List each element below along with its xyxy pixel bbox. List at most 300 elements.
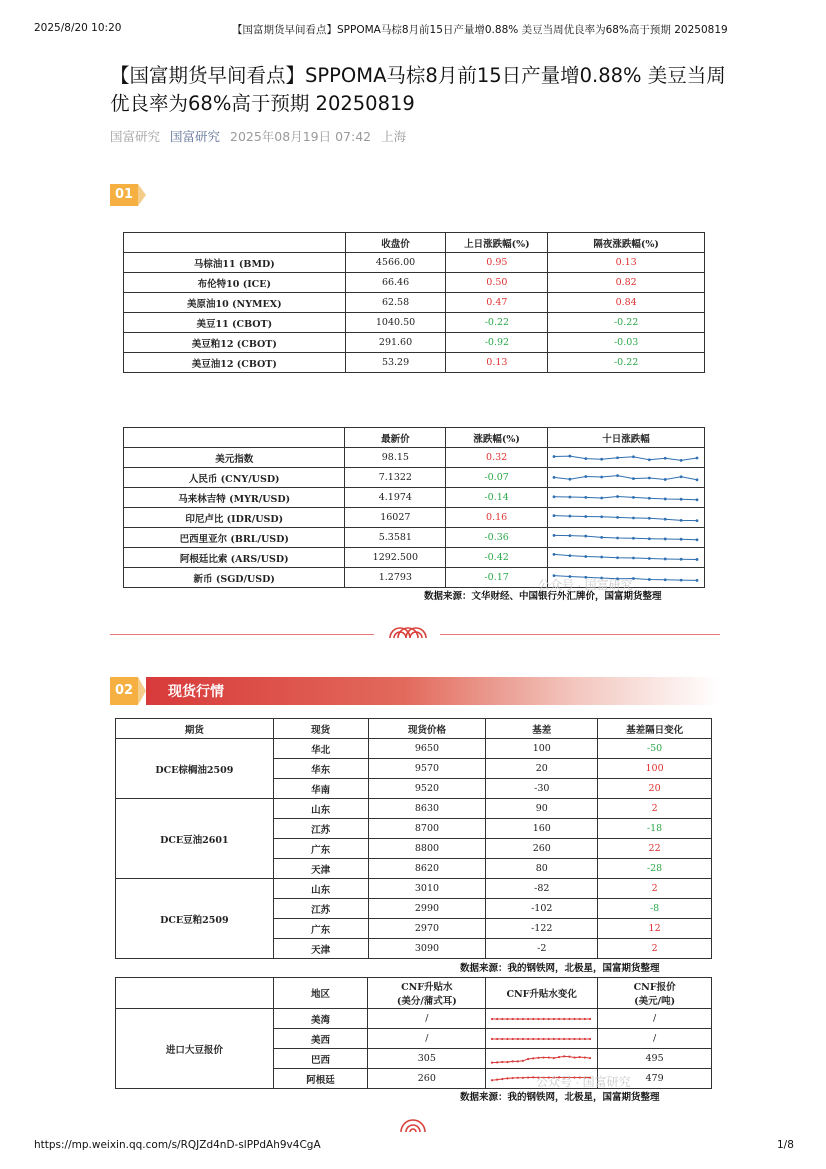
article-author: 国富研究 (110, 129, 161, 144)
cnf-quote: 479 (598, 1069, 712, 1089)
basis-change: 2 (598, 799, 712, 819)
table-row (124, 468, 705, 488)
sparkline-point (680, 557, 683, 560)
ten-day-trend (547, 548, 704, 568)
sparkline-point (648, 496, 651, 499)
sparkline-point (664, 497, 667, 500)
basis: 20 (486, 759, 598, 779)
sparkline (548, 549, 703, 567)
spot-region: 江苏 (273, 819, 368, 839)
sparkline-point (553, 455, 556, 458)
table-row (124, 508, 705, 528)
account-link[interactable]: 国富研究 (170, 129, 221, 144)
fx-body (124, 448, 705, 588)
sparkline-point (501, 1060, 503, 1062)
spot-region: 华南 (273, 779, 368, 799)
futures-column-header: 收盘价 (345, 233, 446, 253)
page-counter: 1/8 (777, 1139, 794, 1151)
latest-price: 4.1974 (345, 488, 446, 508)
sparkline-point (696, 538, 699, 541)
cloud-ornament-icon (398, 1112, 428, 1134)
future-contract: DCE豆粕2509 (116, 879, 274, 959)
price-change: -0.36 (446, 528, 548, 548)
sparkline-point (532, 1076, 534, 1078)
sparkline-point (584, 475, 587, 478)
sparkline-line (554, 496, 697, 499)
sparkline-point (522, 1037, 524, 1039)
day-change: 0.47 (446, 293, 548, 313)
basis: 260 (486, 839, 598, 859)
future-contract: DCE棕榈油2509 (116, 739, 274, 799)
sparkline-point (648, 516, 651, 519)
spot-region: 山东 (273, 879, 368, 899)
spot-column-header: 基差隔日变化 (598, 719, 712, 739)
basis-change: 20 (598, 779, 712, 799)
sparkline-point (696, 519, 699, 522)
futures-column-header: 上日涨跌幅(%) (446, 233, 548, 253)
sparkline (548, 489, 703, 507)
sparkline-point (600, 536, 603, 539)
basis: -82 (486, 879, 598, 899)
basis: -102 (486, 899, 598, 919)
latest-price: 5.3581 (345, 528, 446, 548)
sparkline-point (558, 1017, 560, 1019)
sparkline-point (574, 1056, 576, 1058)
sparkline-point (632, 556, 635, 559)
contract-name: 美豆11 (CBOT) (124, 313, 346, 333)
sparkline-point (543, 1056, 545, 1058)
sparkline-point (600, 515, 603, 518)
sparkline-point (632, 536, 635, 539)
spot-table (115, 718, 712, 959)
spot-price: 3010 (368, 879, 486, 899)
spot-region: 天津 (273, 939, 368, 959)
sparkline-point (568, 534, 571, 537)
contract-name: 马棕油11 (BMD) (124, 253, 346, 273)
sparkline-point (664, 557, 667, 560)
import-column-header (116, 978, 274, 1009)
sparkline-point (496, 1037, 498, 1039)
sparkline-point (507, 1060, 509, 1062)
basis: 100 (486, 739, 598, 759)
sparkline-line (554, 456, 697, 460)
sparkline-point (579, 1017, 581, 1019)
sparkline-point (584, 457, 587, 460)
sparkline-point (664, 478, 667, 481)
cnf-quote: / (598, 1009, 712, 1029)
sparkline-point (574, 1037, 576, 1039)
sparkline-point (574, 1017, 576, 1019)
sparkline-point (491, 1079, 493, 1081)
basis: 90 (486, 799, 598, 819)
spot-region: 江苏 (273, 899, 368, 919)
sparkline-point (696, 579, 699, 582)
sparkline-point (589, 1037, 591, 1039)
spot-price: 8700 (368, 819, 486, 839)
sparkline-point (553, 1017, 555, 1019)
sparkline-point (680, 519, 683, 522)
sparkline (486, 1030, 596, 1048)
sparkline-point (558, 1037, 560, 1039)
sparkline-point (696, 558, 699, 561)
sparkline-point (517, 1076, 519, 1078)
sparkline-point (616, 456, 619, 459)
sparkline-point (568, 1017, 570, 1019)
latest-price: 16027 (345, 508, 446, 528)
sparkline-point (527, 1017, 529, 1019)
import-header-row (116, 978, 712, 1009)
night-change: 0.13 (548, 253, 705, 273)
sparkline-point (512, 1076, 514, 1078)
basis-change: 12 (598, 919, 712, 939)
section-badge: 01 (110, 184, 138, 206)
future-contract: DCE豆油2601 (116, 799, 274, 879)
basis-change: -18 (598, 819, 712, 839)
sparkline-point (584, 1037, 586, 1039)
page-url: https://mp.weixin.qq.com/s/RQJZd4nD-slPPdAh9v4CgA (34, 1139, 321, 1151)
fx-column-header: 十日涨跌幅 (547, 428, 704, 448)
price-change: 0.32 (446, 448, 548, 468)
futures-column-header (124, 233, 346, 253)
sparkline-point (532, 1057, 534, 1059)
cnf-premium: 305 (368, 1049, 486, 1069)
sparkline-point (501, 1017, 503, 1019)
sparkline-point (648, 537, 651, 540)
fx-column-header: 最新价 (345, 428, 446, 448)
spot-source-note: 数据来源：我的钢铁网，北极星，国富期货整理 (460, 963, 660, 974)
sparkline-point (680, 497, 683, 500)
sparkline-point (548, 1056, 550, 1058)
basis: -122 (486, 919, 598, 939)
spot-price: 9650 (368, 739, 486, 759)
sparkline-point (538, 1037, 540, 1039)
sparkline-point (584, 1056, 586, 1058)
ten-day-trend (547, 488, 704, 508)
spot-price: 9570 (368, 759, 486, 779)
sparkline-point (680, 459, 683, 462)
spot-price: 8800 (368, 839, 486, 859)
section-01-header (110, 184, 146, 206)
fx-table (123, 427, 705, 588)
sparkline-point (496, 1017, 498, 1019)
sparkline-line (554, 515, 697, 520)
sparkline-point (664, 578, 667, 581)
basis-change: -8 (598, 899, 712, 919)
sparkline-point (517, 1037, 519, 1039)
sparkline-point (600, 475, 603, 478)
sparkline-point (616, 536, 619, 539)
fx-column-header (124, 428, 345, 448)
sparkline-line (554, 554, 697, 559)
spot-region: 天津 (273, 859, 368, 879)
import-column-header: CNF升贴水 (美分/蒲式耳) (368, 978, 486, 1009)
sparkline-point (584, 555, 587, 558)
sparkline-point (600, 555, 603, 558)
spot-column-header: 期货 (116, 719, 274, 739)
sparkline-point (563, 1017, 565, 1019)
cnf-quote: 495 (598, 1049, 712, 1069)
sparkline-point (680, 578, 683, 581)
article-date: 2025年08月19日 07:42 (230, 129, 372, 144)
night-change: 0.84 (548, 293, 705, 313)
currency-name: 新币 (SGD/USD) (124, 568, 345, 588)
sparkline-point (512, 1037, 514, 1039)
sparkline-point (553, 514, 556, 517)
table-row (116, 1009, 712, 1029)
sparkline-point (512, 1060, 514, 1062)
article-meta (110, 127, 406, 145)
latest-price: 1292.500 (345, 548, 446, 568)
section-badge: 02 (110, 677, 138, 705)
sparkline-point (696, 456, 699, 459)
currency-name: 巴西里亚尔 (BRL/USD) (124, 528, 345, 548)
sparkline-point (522, 1076, 524, 1078)
sparkline-point (632, 496, 635, 499)
table-row (116, 739, 712, 759)
table-row (124, 353, 705, 373)
import-label: 进口大豆报价 (116, 1009, 274, 1089)
watermark: 公众号 · 国富研究 (536, 1075, 631, 1089)
cnf-premium: / (368, 1029, 486, 1049)
import-column-header: CNF报价 (美元/吨) (598, 978, 712, 1009)
sparkline-point (680, 537, 683, 540)
sparkline-point (527, 1037, 529, 1039)
sparkline-point (491, 1037, 493, 1039)
sparkline-point (553, 495, 556, 498)
spot-price: 2990 (368, 899, 486, 919)
price-change: -0.42 (446, 548, 548, 568)
day-change: 0.95 (446, 253, 548, 273)
spot-price: 2970 (368, 919, 486, 939)
close-price: 1040.50 (345, 313, 446, 333)
table-row (124, 528, 705, 548)
sparkline-point (543, 1037, 545, 1039)
sparkline-point (496, 1078, 498, 1080)
sparkline-point (568, 495, 571, 498)
contract-name: 美原油10 (NYMEX) (124, 293, 346, 313)
price-change: 0.16 (446, 508, 548, 528)
ten-day-trend (547, 448, 704, 468)
sparkline-point (491, 1017, 493, 1019)
sparkline-point (616, 556, 619, 559)
basis: 80 (486, 859, 598, 879)
sparkline-point (648, 578, 651, 581)
sparkline-point (600, 496, 603, 499)
spot-price: 3090 (368, 939, 486, 959)
sparkline-point (589, 1017, 591, 1019)
cloud-ornament-icon (386, 618, 430, 640)
sparkline-point (553, 1037, 555, 1039)
sparkline-point (664, 456, 667, 459)
basis: -2 (486, 939, 598, 959)
table-row (124, 273, 705, 293)
sparkline-point (584, 496, 587, 499)
import-region: 美湾 (273, 1009, 368, 1029)
sparkline-point (548, 1017, 550, 1019)
sparkline-point (563, 1037, 565, 1039)
basis-change: -50 (598, 739, 712, 759)
table-row (124, 448, 705, 468)
sparkline-point (563, 1055, 565, 1057)
price-change: -0.07 (446, 468, 548, 488)
sparkline-point (632, 455, 635, 458)
section-title-bar (146, 677, 720, 705)
sparkline-point (616, 474, 619, 477)
close-price: 4566.00 (345, 253, 446, 273)
sparkline-point (517, 1060, 519, 1062)
sparkline-point (507, 1077, 509, 1079)
spot-price: 9520 (368, 779, 486, 799)
sparkline-point (568, 514, 571, 517)
sparkline-point (548, 1037, 550, 1039)
cnf-premium-trend (486, 1049, 598, 1069)
cnf-premium-trend (486, 1029, 598, 1049)
sparkline-point (568, 1037, 570, 1039)
ten-day-trend (547, 468, 704, 488)
cnf-premium-trend (486, 1009, 598, 1029)
sparkline-point (553, 553, 556, 556)
contract-name: 布伦特10 (ICE) (124, 273, 346, 293)
import-region: 巴西 (273, 1049, 368, 1069)
night-change: -0.03 (548, 333, 705, 353)
price-change: -0.14 (446, 488, 548, 508)
divider-right (440, 634, 720, 635)
article-title: 【国富期货早间看点】SPPOMA马棕8月前15日产量增0.88% 美豆当周优良率为68%高于预期 20250819 (110, 64, 726, 115)
currency-name: 马来林吉特 (MYR/USD) (124, 488, 345, 508)
basis-change: -28 (598, 859, 712, 879)
sparkline-point (527, 1076, 529, 1078)
fx-source-note: 数据来源：文华财经、中国银行外汇牌价，国富期货整理 (424, 591, 662, 602)
currency-name: 阿根廷比索 (ARS/USD) (124, 548, 345, 568)
close-price: 62.58 (345, 293, 446, 313)
sparkline-point (616, 516, 619, 519)
day-change: -0.22 (446, 313, 548, 333)
sparkline-point (584, 1017, 586, 1019)
sparkline-point (568, 554, 571, 557)
print-page-title: 【国富期货早间看点】SPPOMA马棕8月前15日产量增0.88% 美豆当周优良率为68%高于预期 20250819 (232, 24, 728, 36)
sparkline-point (532, 1037, 534, 1039)
sparkline-point (589, 1056, 591, 1058)
spot-column-header: 现货价格 (368, 719, 486, 739)
currency-name: 美元指数 (124, 448, 345, 468)
sparkline-point (512, 1017, 514, 1019)
spot-price: 8620 (368, 859, 486, 879)
night-change: 0.82 (548, 273, 705, 293)
cnf-premium: / (368, 1009, 486, 1029)
import-column-header: CNF升贴水变化 (486, 978, 598, 1009)
sparkline-point (553, 1056, 555, 1058)
day-change: -0.92 (446, 333, 548, 353)
sparkline-point (648, 458, 651, 461)
sparkline-point (568, 477, 571, 480)
sparkline-point (491, 1061, 493, 1063)
sparkline-point (517, 1017, 519, 1019)
sparkline-point (568, 1055, 570, 1057)
basis-change: 22 (598, 839, 712, 859)
latest-price: 98.15 (345, 448, 446, 468)
sparkline-point (584, 534, 587, 537)
futures-body (124, 253, 705, 373)
sparkline (548, 449, 703, 467)
sparkline-point (538, 1017, 540, 1019)
basis-change: 100 (598, 759, 712, 779)
currency-name: 人民币 (CNY/USD) (124, 468, 345, 488)
futures-header-row (124, 233, 705, 253)
import-region: 阿根廷 (273, 1069, 368, 1089)
day-change: 0.13 (446, 353, 548, 373)
ten-day-trend (547, 508, 704, 528)
sparkline-point (680, 475, 683, 478)
spot-column-header: 基差 (486, 719, 598, 739)
table-row (116, 799, 712, 819)
night-change: -0.22 (548, 313, 705, 333)
close-price: 53.29 (345, 353, 446, 373)
sparkline-point (501, 1077, 503, 1079)
article-location: 上海 (381, 129, 407, 144)
latest-price: 1.2793 (345, 568, 446, 588)
table-row (124, 488, 705, 508)
sparkline-point (522, 1059, 524, 1061)
table-row (124, 548, 705, 568)
import-column-header: 地区 (273, 978, 368, 1009)
spot-price: 8630 (368, 799, 486, 819)
sparkline-point (600, 457, 603, 460)
sparkline-point (501, 1037, 503, 1039)
sparkline-point (632, 516, 635, 519)
sparkline (548, 529, 703, 547)
sparkline-point (696, 478, 699, 481)
sparkline-point (532, 1017, 534, 1019)
sparkline-point (579, 1037, 581, 1039)
import-source-note: 数据来源：我的钢铁网，北极星，国富期货整理 (460, 1092, 660, 1103)
ten-day-trend (547, 528, 704, 548)
basis: 160 (486, 819, 598, 839)
sparkline-point (648, 557, 651, 560)
sparkline-point (538, 1056, 540, 1058)
close-price: 66.46 (345, 273, 446, 293)
sparkline-point (584, 515, 587, 518)
sparkline-line (554, 475, 697, 479)
futures-column-header: 隔夜涨跌幅(%) (548, 233, 705, 253)
spot-region: 华北 (273, 739, 368, 759)
sparkline-point (543, 1017, 545, 1019)
basis: -30 (486, 779, 598, 799)
sparkline-line (554, 535, 697, 539)
basis-change: 2 (598, 879, 712, 899)
sparkline-point (664, 537, 667, 540)
sparkline (486, 1050, 596, 1068)
sparkline-point (632, 477, 635, 480)
section-badge-arrow (138, 184, 146, 206)
day-change: 0.50 (446, 273, 548, 293)
contract-name: 美豆粕12 (CBOT) (124, 333, 346, 353)
table-row (124, 333, 705, 353)
basis-change: 2 (598, 939, 712, 959)
section-badge-arrow (138, 677, 146, 705)
watermark: 公众号 · 国富研究 (538, 578, 633, 592)
import-region: 美西 (273, 1029, 368, 1049)
divider-left (110, 634, 374, 635)
cnf-premium: 260 (368, 1069, 486, 1089)
spot-header-row (116, 719, 712, 739)
sparkline-point (579, 1055, 581, 1057)
price-change: -0.17 (446, 568, 548, 588)
sparkline-point (507, 1017, 509, 1019)
sparkline-point (568, 454, 571, 457)
spot-body (116, 739, 712, 959)
cnf-quote: / (598, 1029, 712, 1049)
table-row (124, 253, 705, 273)
